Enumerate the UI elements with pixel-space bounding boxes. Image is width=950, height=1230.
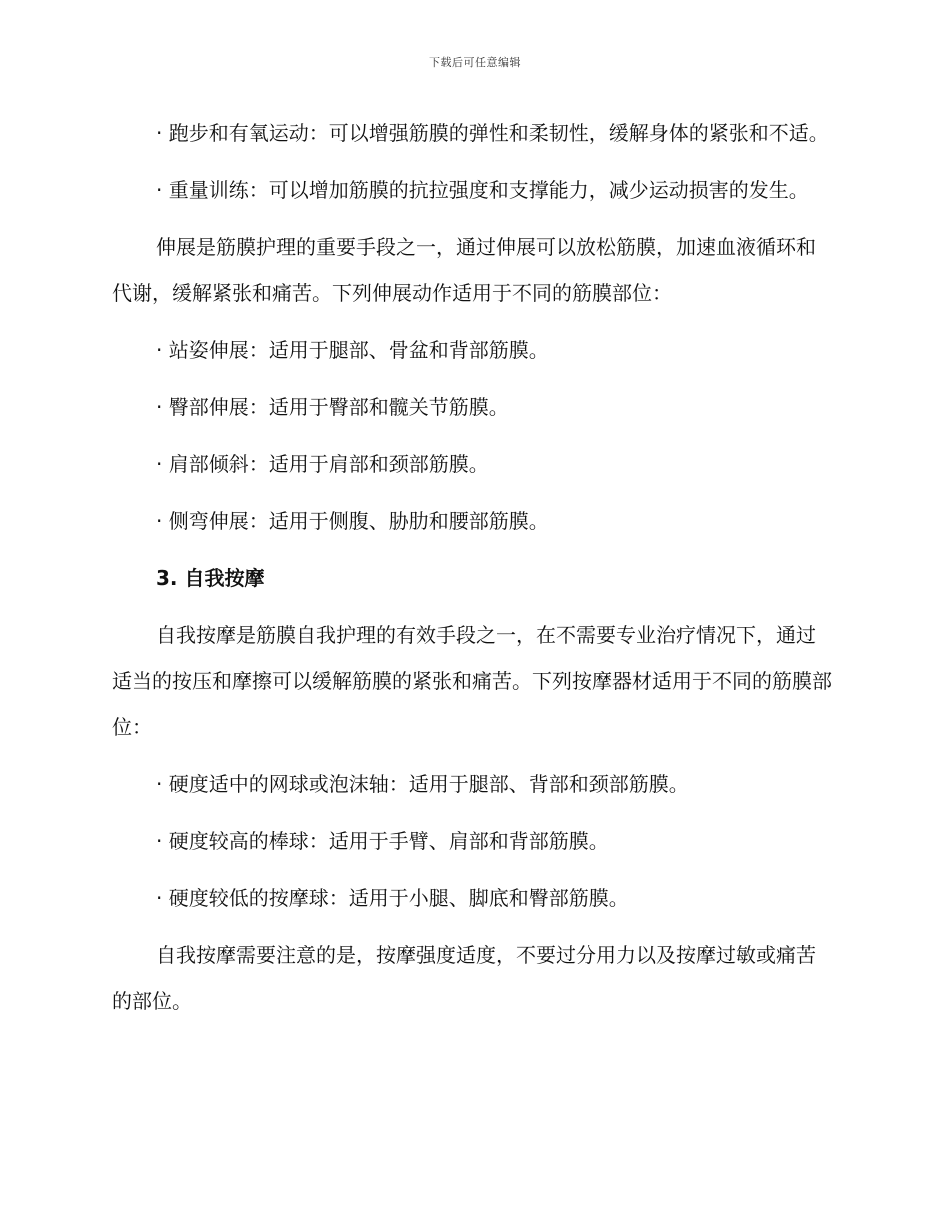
list-item: · 重量训练：可以增加筋膜的抗拉强度和支撑能力，减少运动损害的发生。 — [156, 178, 809, 202]
list-item: · 臀部伸展：适用于臀部和髋关节筋膜。 — [156, 395, 509, 419]
page-header: 下载后可任意编辑 — [429, 56, 521, 69]
list-item: · 硬度较高的棒球：适用于手臂、肩部和背部筋膜。 — [156, 829, 609, 853]
list-item: · 肩部倾斜：适用于肩部和颈部筋膜。 — [156, 452, 489, 476]
document-body — [112, 110, 832, 1035]
body-paragraph: 伸展是筋膜护理的重要手段之一，通过伸展可以放松筋膜，加速血液循环和代谢，缓解紧张和痛苦。下列伸展动作适用于不同的筋膜部位： — [112, 235, 816, 305]
list-item: · 侧弯伸展：适用于侧腹、胁肋和腰部筋膜。 — [156, 509, 549, 533]
section-heading: 3. 自我按摩 — [156, 566, 265, 590]
list-item: · 跑步和有氧运动：可以增强筋膜的弹性和柔韧性，缓解身体的紧张和不适。 — [156, 121, 829, 145]
list-item: · 站姿伸展：适用于腿部、骨盆和背部筋膜。 — [156, 338, 549, 362]
list-item: · 硬度较低的按摩球：适用于小腿、脚底和臀部筋膜。 — [156, 886, 629, 910]
list-item: · 硬度适中的网球或泡沫轴：适用于腿部、背部和颈部筋膜。 — [156, 772, 689, 796]
body-paragraph: 自我按摩是筋膜自我护理的有效手段之一，在不需要专业治疗情况下，通过适当的按压和摩擦可以缓解筋膜的紧张和痛苦。下列按摩器材适用于不同的筋膜部位： — [112, 623, 832, 739]
body-paragraph: 自我按摩需要注意的是，按摩强度适度，不要过分用力以及按摩过敏或痛苦的部位。 — [112, 943, 816, 1013]
